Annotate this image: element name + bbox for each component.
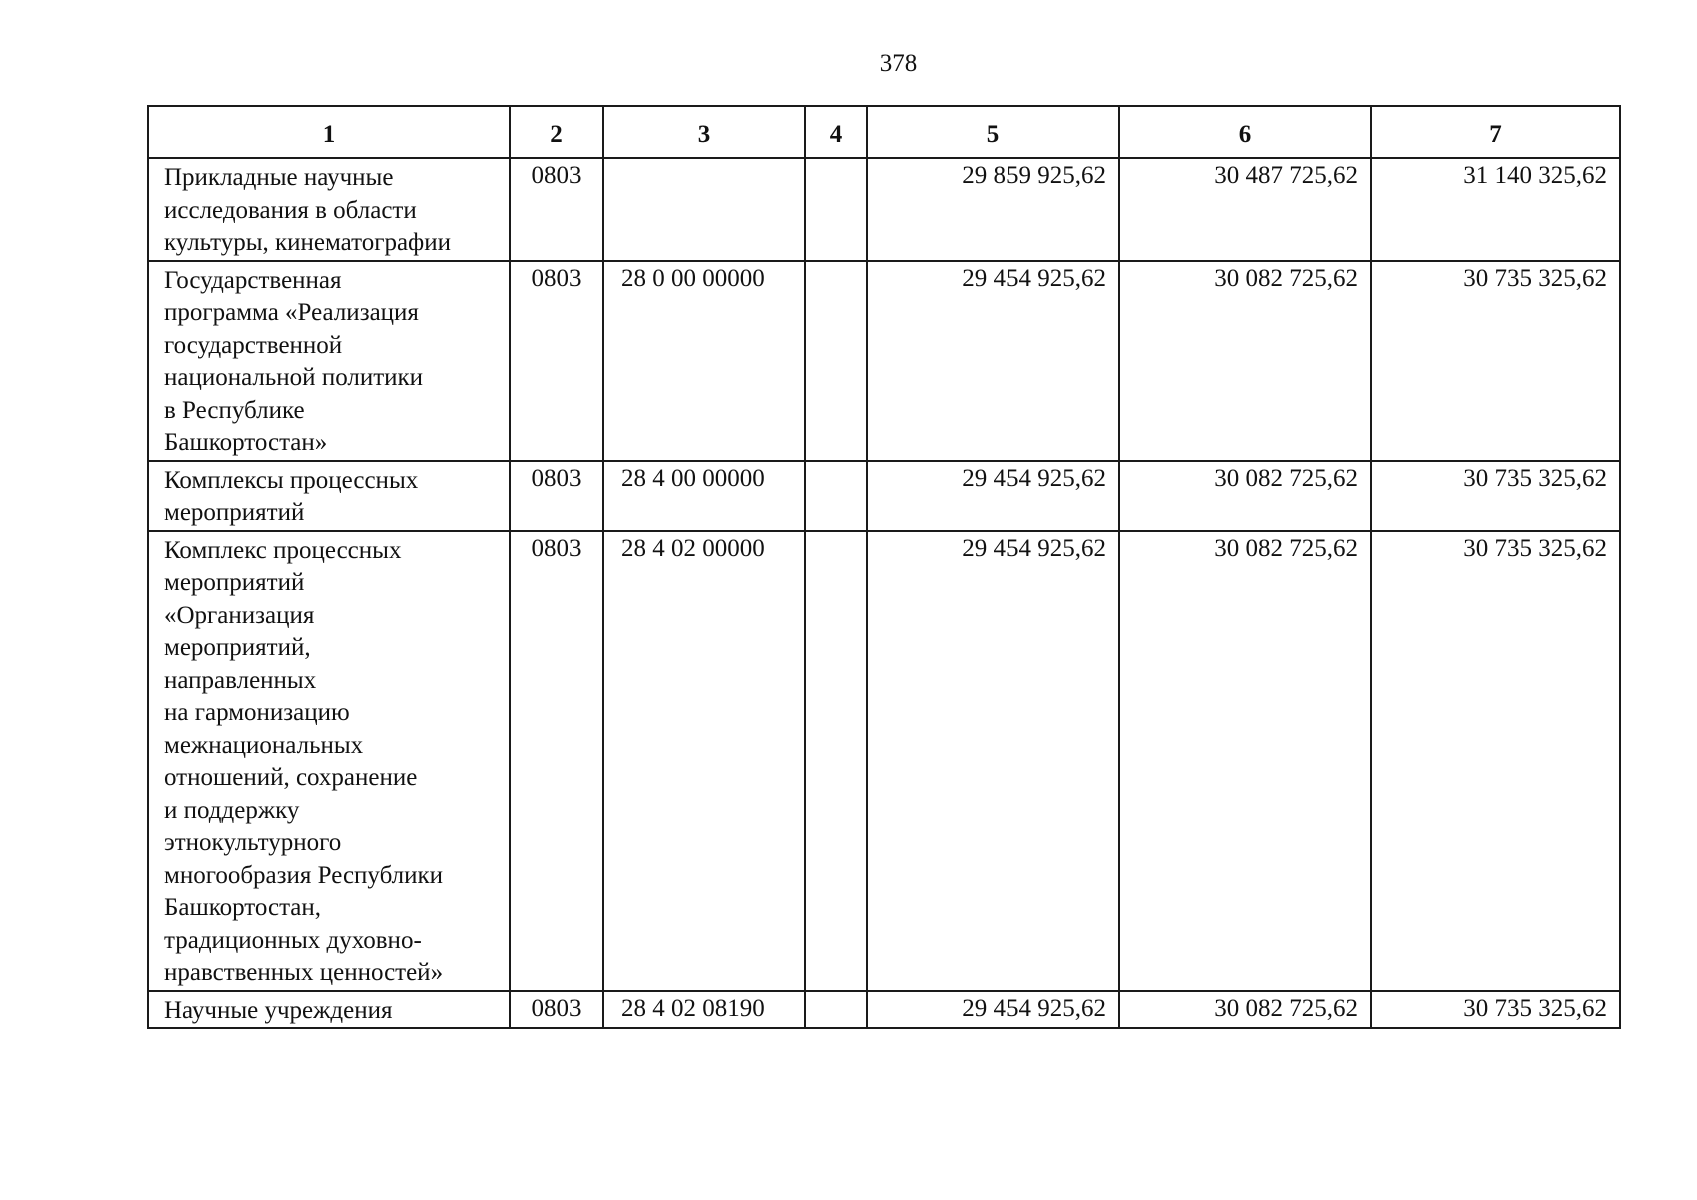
header-col-6: 6 [1119, 106, 1371, 158]
table-row [148, 461, 1620, 531]
row-section-code: 0803 [510, 461, 603, 531]
row-target-code: 28 4 02 08190 [603, 991, 805, 1029]
header-col-1: 1 [148, 106, 510, 158]
table-row [148, 261, 1620, 461]
row-expense-type [805, 991, 867, 1029]
row-amount-year-1: 29 454 925,62 [867, 261, 1119, 461]
row-name: Государственная программа «Реализация государственной национальной политики в Республике Башкортостан» [148, 261, 510, 461]
row-amount-year-2: 30 082 725,62 [1119, 461, 1371, 531]
row-amount-year-1: 29 859 925,62 [867, 158, 1119, 261]
row-name: Научные учреждения [148, 991, 510, 1029]
row-name: Комплексы процессных мероприятий [148, 461, 510, 531]
row-amount-year-3: 30 735 325,62 [1371, 261, 1620, 461]
row-expense-type [805, 461, 867, 531]
row-amount-year-2: 30 082 725,62 [1119, 531, 1371, 991]
row-amount-year-3: 30 735 325,62 [1371, 531, 1620, 991]
header-col-5: 5 [867, 106, 1119, 158]
row-section-code: 0803 [510, 991, 603, 1029]
row-amount-year-1: 29 454 925,62 [867, 531, 1119, 991]
row-amount-year-3: 30 735 325,62 [1371, 461, 1620, 531]
row-target-code [603, 158, 805, 261]
row-target-code: 28 4 02 00000 [603, 531, 805, 991]
row-name: Прикладные научные исследования в области культуры, кинематографии [148, 158, 510, 261]
row-amount-year-1: 29 454 925,62 [867, 461, 1119, 531]
row-section-code: 0803 [510, 261, 603, 461]
row-amount-year-2: 30 487 725,62 [1119, 158, 1371, 261]
row-target-code: 28 4 00 00000 [603, 461, 805, 531]
row-target-code: 28 0 00 00000 [603, 261, 805, 461]
table-row [148, 158, 1620, 261]
page-number: 378 [879, 50, 918, 77]
table-row [148, 531, 1620, 991]
row-section-code: 0803 [510, 158, 603, 261]
row-amount-year-3: 31 140 325,62 [1371, 158, 1620, 261]
row-amount-year-1: 29 454 925,62 [867, 991, 1119, 1029]
row-expense-type [805, 158, 867, 261]
header-col-2: 2 [510, 106, 603, 158]
budget-table [147, 105, 1621, 1029]
row-section-code: 0803 [510, 531, 603, 991]
row-amount-year-2: 30 082 725,62 [1119, 991, 1371, 1029]
row-expense-type [805, 261, 867, 461]
header-col-3: 3 [603, 106, 805, 158]
row-amount-year-3: 30 735 325,62 [1371, 991, 1620, 1029]
row-amount-year-2: 30 082 725,62 [1119, 261, 1371, 461]
header-row [148, 106, 1620, 158]
row-expense-type [805, 531, 867, 991]
header-col-7: 7 [1371, 106, 1620, 158]
header-col-4: 4 [805, 106, 867, 158]
row-name: Комплекс процессных мероприятий «Организация мероприятий, направленных на гармонизацию межнациональных отношений, сохранение и поддержку этнокультурного многообразия Республики Башкортостан, традиционных духовно- нравственных ценностей» [148, 531, 510, 991]
table-row [148, 991, 1620, 1029]
